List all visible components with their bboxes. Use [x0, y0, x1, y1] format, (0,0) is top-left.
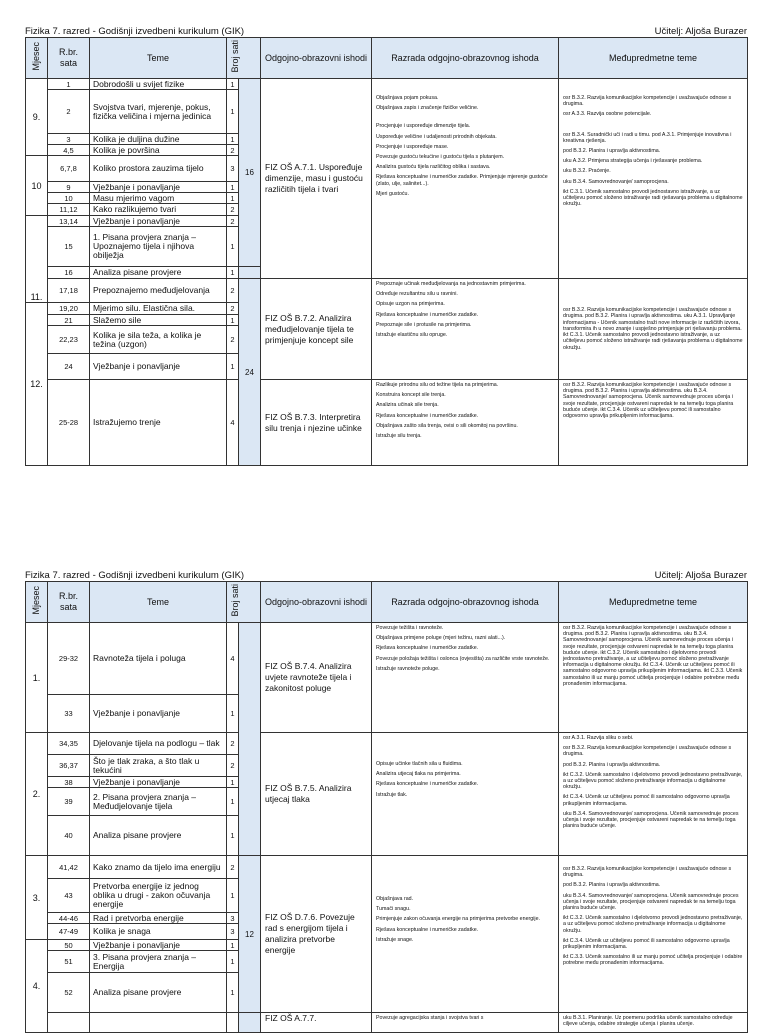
- razrada-cell: Prepoznaje učinak međudjelovanja na jednostavnim primjerima. Određuje rezultantnu silu u ravnini. Opisuje uzgon na primjerima. Rješava konceptualne i numeričke zadatke. Prepoznaje sile i protusile na primjerima. Istražuje elastičnu silu opruge.: [372, 279, 559, 380]
- curriculum-table: [25, 37, 748, 466]
- table-row: 12. 19,20 Mjerimo silu. Elastična sila. 2: [26, 303, 748, 315]
- month-cell: 11.: [26, 216, 48, 303]
- razrada-cell: Razlikuje prirodnu silu od težine tijela na primjerima. Konstruira koncept sile trenja. Analizira učinak sile trenja. Rješava konceptualne i numeričke zadatke. Objašnjava zašto sila trenja, ovisi o sili okomitoj na površinu. Istražuje silu trenja.: [372, 380, 559, 466]
- col-razrada: Razrada odgojno-obrazovnog ishoda: [372, 582, 559, 623]
- ishod-cell: FIZ OŠ B.7.2. Analizira međudjelovanje tijela te primjenjuje koncept sile: [261, 279, 372, 380]
- table-row: 25-28 Istražujemo trenje 4 FIZ OŠ B.7.3. Interpretira silu trenja i njezine učinke Razlikuje prirodnu silu od težine tijela na primjerima. Konstruira koncept sile trenja. Analizira učinak sile trenja. Rješava konceptualne i numeričke zadatke. Objašnjava zašto sila trenja, ovisi o sili okomitoj na površinu. Istražuje silu trenja. osr B.3.2. Razvija komunikacijske kompetencije i uvažavajuće odnose s drugima. pod B.3.2. Planira i upravlja aktivnostima. uku B.3.4. Samovrednovanje/ samoprocjena. Učenik samovrednuje proces učenja i svoje rezultate, procjenjuje ostvareni napredak te na temelju toga planira buduće učenje. ikt C.3.4. Učenik uz učiteljevu pomoć ili samostalno odgovorno upravlja prikupljenim informacijama.: [26, 380, 748, 466]
- ishod-cell: FIZ OŠ B.7.5. Analizira utjecaj tlaka: [261, 733, 372, 856]
- month-cell: 1.: [26, 623, 48, 733]
- medupredmetne-cell: osr A.3.1. Razvija sliku o sebi. osr B.3.2. Razvija komunikacijske kompetencije i uvažavajuće odnose s drugima. pod B.3.2. Planira i upravlja aktivnostima. ikt C.3.2. Učenik samostalno i djelotvorno provodi jednostavno pretraživanje, a uz učiteljevu pomoć složeno pretraživanje informacija u digitalnome okružju. ikt C.3.4. Učenik uz učiteljevu pomoć ili samostalno odgovorno upravlja prikupljenim informacijama. uku B.3.4. Samovrednovanje/ samoprocjena. Učenik samovrednuje proces učenja i svoje rezultate, procjenjuje ostvareni napredak te na temelju toga planira buduće učenje.: [559, 733, 748, 856]
- medupredmetne-cell: osr B.3.2. Razvija komunikacijske kompetencije i uvažavajuće odnose s drugima. pod B.3.2. Planira i upravlja aktivnostima. uku B.3.4. Samovrednovanje/ samoprocjena. Učenik samovrednuje proces učenja i svoje rezultate, procjenjuje ostvareni napredak te na temelju toga planira buduće učenje. ikt C.3.2. Učenik samostalno i djelotvorno provodi jednostavno pretraživanje, a uz učiteljevu pomoć složeno pretraživanje informacija u digitalnome okružju. ikt C.3.4. Učenik uz učiteljevu pomoć ili samostalno odgovorno upravlja prikupljenim informacijama. ikt C.3.3. Učenik samostalno ili uz manju pomoć učitelja procjenjuje i odabire potrebne među pronađenim informacijama.: [559, 623, 748, 733]
- table-row: 1. 29-32 Ravnoteža tijela i poluga 4 FIZ OŠ B.7.4. Analizira uvjete ravnoteže tijela i zakonitost poluge Povezuje težišta i ravnoteže. Objašnjava primjene poluge (mjeri težinu, razni alati...). Rješava konceptualne i numeričke zadatke. Povezuje položaja težišta i oslonca (ovjesišta) za različite vrste ravnoteže. Istražuje ravnoteže poluge. osr B.3.2. Razvija komunikacijske kompetencije i uvažavajuće odnose s drugima. pod B.3.2. Planira i upravlja aktivnostima. uku B.3.4. Samovrednovanje/ samoprocjena. Učenik samovrednuje proces učenja i svoje rezultate, procjenjuje ostvareni napredak te na temelju toga planira buduće učenje. ikt C.3.2. Učenik samostalno i djelotvorno provodi jednostavno pretraživanje, a uz učiteljevu pomoć složeno pretraživanje informacija u digitalnome okružju. ikt C.3.4. Učenik uz učiteljevu pomoć ili samostalno odgovorno upravlja prikupljenim informacijama. ikt C.3.3. Učenik samostalno ili uz manju pomoć učitelja procjenjuje i odabire potrebne među pronađenim informacijama.: [26, 623, 748, 695]
- ishod-cell: FIZ OŠ A.7.7.: [261, 1013, 372, 1033]
- total-hours: 12: [239, 856, 261, 1013]
- table-row: 36,37 Što je tlak zraka, a što tlak u tekućini 2: [26, 755, 748, 777]
- medupredmetne-cell: osr B.3.2. Razvija komunikacijske kompetencije i uvažavajuće odnose s drugima. osr A.3.3. Razvija osobne potencijale. osr B.3.4. Suradnički uči i radi u timu. pod A.3.1. Primjenjuje inovativna i kreativna rješenja. pod B.3.2. Planira i upravlja aktivnostima. uku A.3.2. Primjena strategija učenja i rješavanje problema. uku B.3.2. Praćenje. uku B.3.4. Samovrednovanje/ samoprocjena. ikt C.3.1. Učenik samostalno provodi jednostavno istraživanje, a uz učiteljevu pomoć složeno istraživanje radi rješavanja problema u digitalnome okružju.: [559, 79, 748, 279]
- col-teme: Teme: [90, 582, 227, 623]
- table-row: 10 Masu mjerimo vagom 1: [26, 193, 748, 204]
- page-2: [25, 570, 747, 1033]
- table-row: 2. 34,35 Djelovanje tijela na podlogu – tlak 2 FIZ OŠ B.7.5. Analizira utjecaj tlaka Opisuje učinke tlačnih sila u fluidima. Analizira utjecaj tlaka na primjerima. Rješava konceptualne i numeričke zadatke. Istražuje tlak. osr A.3.1. Razvija sliku o sebi. osr B.3.2. Razvija komunikacijske kompetencije i uvažavajuće odnose s drugima. pod B.3.2. Planira i upravlja aktivnostima. ikt C.3.2. Učenik samostalno i djelotvorno provodi jednostavno pretraživanje, a uz učiteljevu pomoć složeno pretraživanje informacija u digitalnome okružju. ikt C.3.4. Učenik uz učiteljevu pomoć ili samostalno odgovorno upravlja prikupljenim informacijama. uku B.3.4. Samovrednovanje/ samoprocjena. Učenik samovrednuje proces učenja i svoje rezultate, procjenjuje ostvareni napredak te na temelju toga planira buduće učenje.: [26, 733, 748, 755]
- medupredmetne-cell: osr B.3.2. Razvija komunikacijske kompetencije i uvažavajuće odnose s drugima. pod B.3.2. Planira i upravlja aktivnostima. uku B.3.4. Samovrednovanje/ samoprocjena. Učenik samovrednuje proces učenja i svoje rezultate, procjenjuje ostvareni napredak te na temelju toga planira buduće učenje. ikt C.3.2. Učenik samostalno i djelotvorno provodi jednostavno pretraživanje, a uz učiteljevu pomoć složeno pretraživanje informacija u digitalnome okružju. ikt C.3.4. Učenik uz učiteljevu pomoć ili samostalno odgovorno upravlja prikupljenim informacijama. ikt C.3.3. Učenik samostalno ili uz manju pomoć učitelja procjenjuje i odabire potrebne među pronađenim informacijama.: [559, 856, 748, 1013]
- table-row: 44-46 Rad i pretvorba energije 3: [26, 913, 748, 924]
- razrada-cell: Povezuje agregacijska stanja i svojstva tvari s: [372, 1013, 559, 1033]
- col-broj-sati: Broj sati: [230, 584, 240, 617]
- table-row: 24 Vježbanje i ponavljanje 1: [26, 354, 748, 380]
- month-cell: 10: [26, 156, 48, 216]
- razrada-cell: Objašnjava pojam pokusa. Objašnjava zapis i značenje fizičke veličine. Procjenjuje i uspoređuje dimenzije tijela. Uspoređuje veličine i udaljenosti prirodnih objekata. Procjenjuje i uspoređuje mase. Povezuje gustoću tekućine i gustoću tijela s plutanjem. Analizira gustoću tijela različitog oblika i sastava. Rješava konceptualne i numeričke zadatke. Primjenjuje mjerenje gustoće (zlato, ulje, salinitet...). Mjeri gustoću.: [372, 79, 559, 279]
- table-row: 3. 41,42 Kako znamo da tijelo ima energiju 2 12 FIZ OŠ D.7.6. Povezuje rad s energijom tijela i analizira pretvorbe energije Objašnjava rad. Tumači snagu. Primjenjuje zakon očuvanja energije na primjerima pretvorbe energije. Rješava konceptualne i numeričke zadatke. Istražuje snage. osr B.3.2. Razvija komunikacijske kompetencije i uvažavajuće odnose s drugima. pod B.3.2. Planira i upravlja aktivnostima. uku B.3.4. Samovrednovanje/ samoprocjena. Učenik samovrednuje proces učenja i svoje rezultate, procjenjuje ostvareni napredak te na temelju toga planira buduće učenje. ikt C.3.2. Učenik samostalno i djelotvorno provodi jednostavno pretraživanje, a uz učiteljevu pomoć složeno pretraživanje informacija u digitalnome okružju. ikt C.3.4. Učenik uz učiteljevu pomoć ili samostalno odgovorno upravlja prikupljenim informacijama. ikt C.3.3. Učenik samostalno ili uz manju pomoć učitelja procjenjuje i odabire potrebne među pronađenim informacijama.: [26, 856, 748, 879]
- table-row: 39 2. Pisana provjera znanja – Međudjelovanje tijela 1: [26, 788, 748, 816]
- col-ishodi: Odgojno-obrazovni ishodi: [261, 38, 372, 79]
- table-row: 11,12 Kako razlikujemo tvari 2: [26, 204, 748, 216]
- col-teme: Teme: [90, 38, 227, 79]
- month-cell: 12.: [26, 303, 48, 466]
- total-hours: 16: [239, 79, 261, 267]
- teacher-name: Učitelj: Aljoša Burazer: [654, 26, 747, 37]
- table-row: 17,18 Prepoznajemo međudjelovanja 2 24 FIZ OŠ B.7.2. Analizira međudjelovanje tijela te primjenjuje koncept sile Prepoznaje učinak međudjelovanja na jednostavnim primjerima. Određuje rezultantnu silu u ravnini. Opisuje uzgon na primjerima. Rješava konceptualne i numeričke zadatke. Prepoznaje sile i protusile na primjerima. Istražuje elastičnu silu opruge. osr B.3.2. Razvija komunikacijske kompetencije i uvažavajuće odnose s drugima. pod B.3.2. Planira i upravlja aktivnostima. uku A.3.1. Upravljanje informacijama - Učenik samostalno traži nove informacije iz različitih izvora, transformira ih u novo znanje i uspješno primjenjuje pri rješavanju problema. ikt C.3.1. Učenik samostalno provodi jednostavno istraživanje, a uz učiteljevu pomoć složeno istraživanje radi rješavanja problema u digitalnome okružju.: [26, 279, 748, 303]
- table-row: 51 3. Pisana provjera znanja – Energija 1: [26, 951, 748, 973]
- month-cell: 9.: [26, 79, 48, 156]
- table-row: 3 Kolika je duljina dužine 1: [26, 134, 748, 145]
- medupredmetne-cell: osr B.3.2. Razvija komunikacijske kompetencije i uvažavajuće odnose s drugima. pod B.3.2. Planira i upravlja aktivnostima. uku B.3.4. Samovrednovanje/ samoprocjena. Učenik samovrednuje proces učenja i svoje rezultate, procjenjuje ostvareni napredak te na temelju toga planira buduće učenje. ikt C.3.4. Učenik uz učiteljevu pomoć ili samostalno odgovorno upravlja prikupljenim informacijama.: [559, 380, 748, 466]
- page-header: [25, 570, 747, 581]
- col-rbr: R.br. sata: [48, 582, 90, 623]
- table-row: 52 Analiza pisane provjere 1: [26, 973, 748, 1013]
- document-title: Fizika 7. razred - Godišnji izvedbeni kurikulum (GIK): [25, 26, 245, 37]
- month-cell: 4.: [26, 940, 48, 1033]
- table-row: 10 6,7,8 Koliko prostora zauzima tijelo 3: [26, 156, 748, 182]
- total-hours: 24: [239, 279, 261, 466]
- table-row: 16 Analiza pisane provjere 1: [26, 267, 748, 279]
- col-mjesec: Mjesec: [31, 586, 41, 615]
- razrada-cell: Povezuje težišta i ravnoteže. Objašnjava primjene poluge (mjeri težinu, razni alati...). Rješava konceptualne i numeričke zadatke. Povezuje položaja težišta i oslonca (ovjesišta) za različite vrste ravnoteže. Istražuje ravnoteže poluge.: [372, 623, 559, 733]
- month-cell: 3.: [26, 856, 48, 940]
- ishod-cell: FIZ OŠ B.7.4. Analizira uvjete ravnoteže tijela i zakonitost poluge: [261, 623, 372, 733]
- table-header: [26, 582, 748, 623]
- medupredmetne-cell: uku B.3.1. Planiranje. Uz poemenu podrška učenik samostalno određuje ciljeve učenja, odabire strategije učenja i planira učenje.: [559, 1013, 748, 1033]
- table-row: 22,23 Kolika je sila teža, a kolika je težina (uzgon) 2: [26, 326, 748, 354]
- table-row: 33 Vježbanje i ponavljanje 1: [26, 695, 748, 733]
- table-row: 38 Vježbanje i ponavljanje 1: [26, 777, 748, 788]
- page-header: [25, 26, 747, 37]
- medupredmetne-cell: osr B.3.2. Razvija komunikacijske kompetencije i uvažavajuće odnose s drugima. pod B.3.2. Planira i upravlja aktivnostima. uku A.3.1. Upravljanje informacijama - Učenik samostalno traži nove informacije iz različitih izvora, transformira ih u novo znanje i uspješno primjenjuje pri rješavanju problema. ikt C.3.1. Učenik samostalno provodi jednostavno istraživanje, a uz učiteljevu pomoć složeno istraživanje radi rješavanja problema u digitalnome okružju.: [559, 279, 748, 380]
- table-row: 11. 13,14 Vježbanje i ponavljanje 2: [26, 216, 748, 227]
- table-row: 40 Analiza pisane provjere 1: [26, 816, 748, 856]
- table-row: [26, 1013, 748, 1033]
- table-header: [26, 38, 748, 79]
- month-cell: 2.: [26, 733, 48, 856]
- col-mjesec: Mjesec: [31, 42, 41, 71]
- razrada-cell: Opisuje učinke tlačnih sila u fluidima. Analizira utjecaj tlaka na primjerima. Rješava konceptualne i numeričke zadatke. Istražuje tlak.: [372, 733, 559, 856]
- col-ishodi: Odgojno-obrazovni ishodi: [261, 582, 372, 623]
- table-row: 15 1. Pisana provjera znanja – Upoznajemo tijela i njihova obilježja 1: [26, 227, 748, 267]
- table-row: 47-49 Kolika je snaga 3: [26, 924, 748, 940]
- table-row: 21 Slažemo sile 1: [26, 315, 748, 326]
- razrada-cell: Objašnjava rad. Tumači snagu. Primjenjuje zakon očuvanja energije na primjerima pretvorbe energije. Rješava konceptualne i numeričke zadatke. Istražuje snage.: [372, 856, 559, 1013]
- col-broj-sati: Broj sati: [230, 40, 240, 73]
- table-row: 9. 1 Dobrodošli u svijet fizike 1 16 FIZ OŠ A.7.1. Uspoređuje dimenzije, masu i gustoću različitih tijela i tvari Objašnjava pojam pokusa. Objašnjava zapis i značenje fizičke veličine. Procjenjuje i uspoređuje dimenzije tijela. Uspoređuje veličine i udaljenosti prirodnih objekata. Procjenjuje i uspoređuje mase. Povezuje gustoću tekućine i gustoću tijela s plutanjem. Analizira gustoću tijela različitog oblika i sastava. Rješava konceptualne i numeričke zadatke. Primjenjuje mjerenje gustoće (zlato, ulje, salinitet...). Mjeri gustoću. osr B.3.2. Razvija komunikacijske kompetencije i uvažavajuće odnose s drugima. osr A.3.3. Razvija osobne potencijale. osr B.3.4. Suradnički uči i radi u timu. pod A.3.1. Primjenjuje inovativna i kreativna rješenja. pod B.3.2. Planira i upravlja aktivnostima. uku A.3.2. Primjena strategija učenja i rješavanje problema. uku B.3.2. Praćenje. uku B.3.4. Samovrednovanje/ samoprocjena. ikt C.3.1. Učenik samostalno provodi jednostavno istraživanje, a uz učiteljevu pomoć složeno istraživanje radi rješavanja problema u digitalnome okružju.: [26, 79, 748, 90]
- ishod-cell: FIZ OŠ A.7.1. Uspoređuje dimenzije, masu i gustoću različitih tijela i tvari: [261, 79, 372, 279]
- teacher-name: Učitelj: Aljoša Burazer: [654, 570, 747, 581]
- document-title: Fizika 7. razred - Godišnji izvedbeni kurikulum (GIK): [25, 570, 245, 581]
- table-row: 2 Svojstva tvari, mjerenje, pokus, fizička veličina i mjerna jedinica 1: [26, 90, 748, 134]
- ishod-cell: FIZ OŠ B.7.3. Interpretira silu trenja i njezine učinke: [261, 380, 372, 466]
- table-row: 4,5 Kolika je površina 2: [26, 145, 748, 156]
- col-medupredmetne: Međupredmetne teme: [559, 38, 748, 79]
- col-rbr: R.br. sata: [48, 38, 90, 79]
- table-row: 4. 50 Vježbanje i ponavljanje 1: [26, 940, 748, 951]
- col-razrada: Razrada odgojno-obrazovnog ishoda: [372, 38, 559, 79]
- table-row: 9 Vježbanje i ponavljanje 1: [26, 182, 748, 193]
- page-1: [25, 26, 747, 466]
- curriculum-table: [25, 581, 748, 1033]
- col-medupredmetne: Međupredmetne teme: [559, 582, 748, 623]
- table-row: 43 Pretvorba energije iz jednog oblika u drugi - zakon očuvanja energije 1: [26, 879, 748, 913]
- ishod-cell: FIZ OŠ D.7.6. Povezuje rad s energijom tijela i analizira pretvorbe energije: [261, 856, 372, 1013]
